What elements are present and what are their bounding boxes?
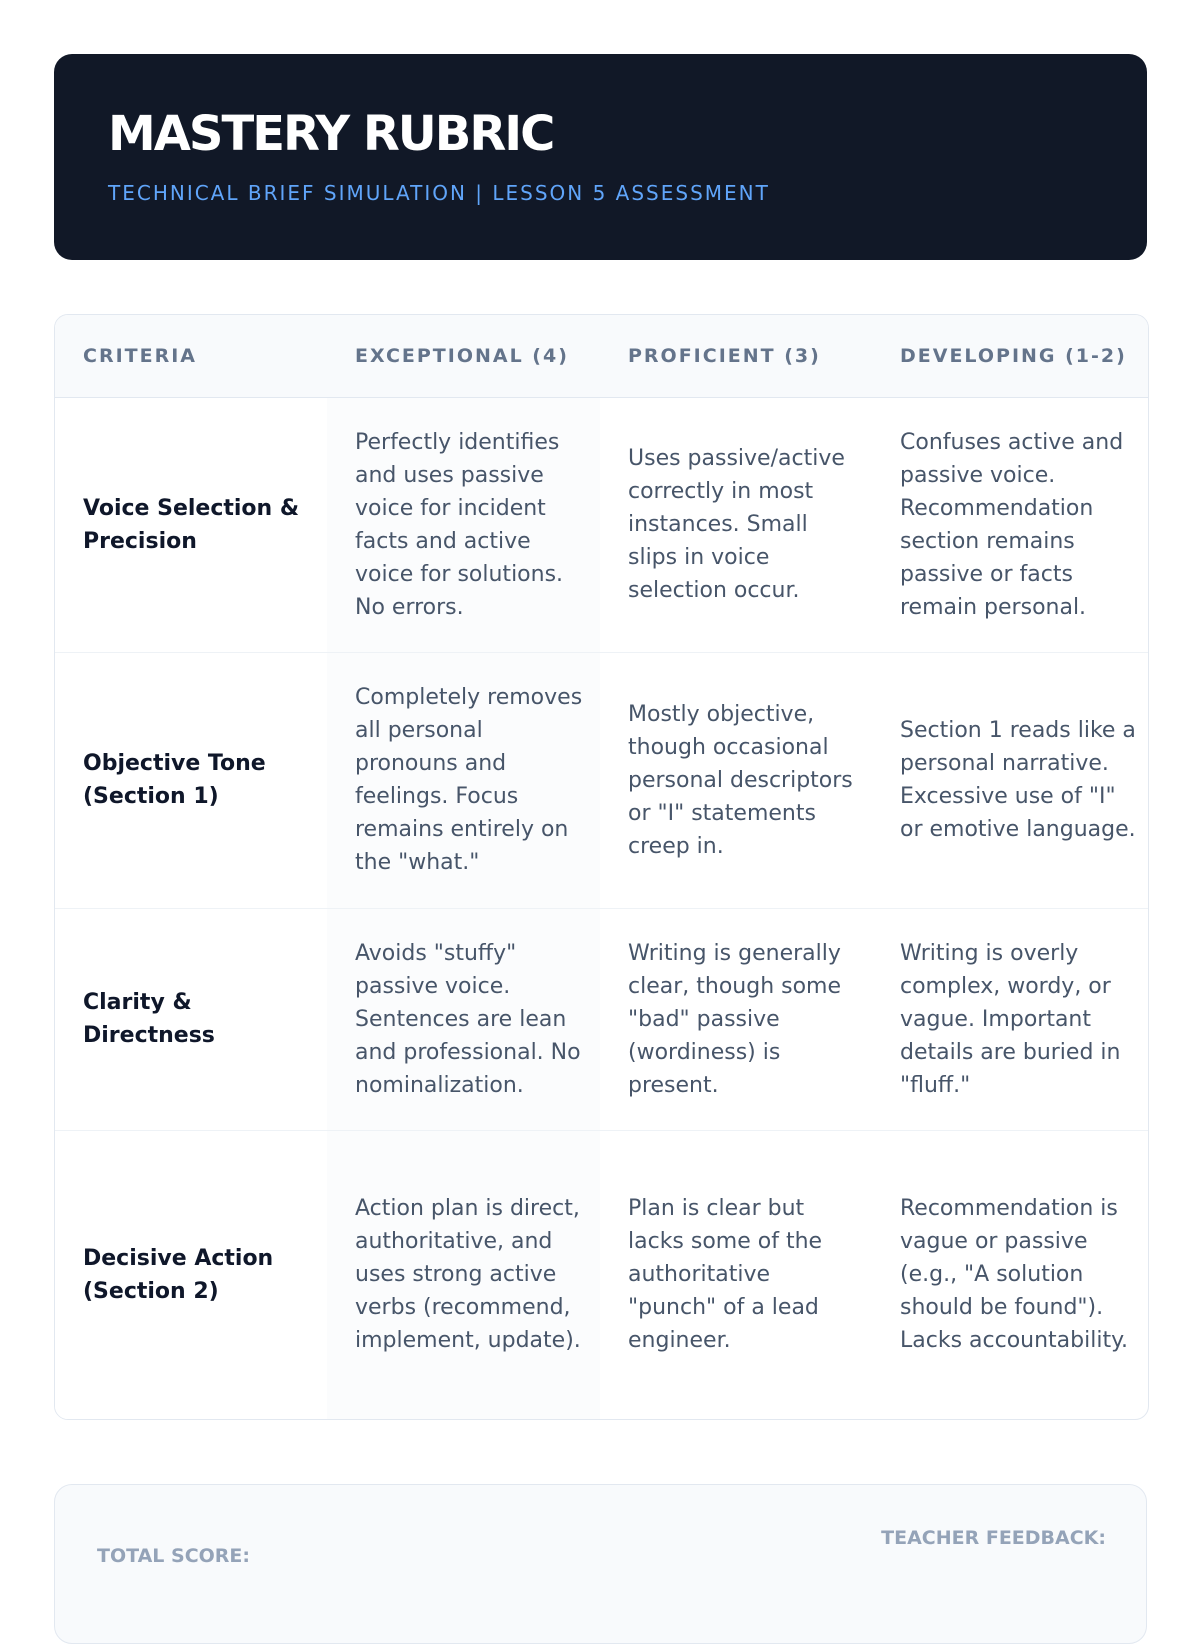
proficient-cell: Plan is clear but lacks some of the authoritative "punch" of a lead engineer. — [628, 1196, 823, 1354]
exceptional-cell: Completely removes all personal pronouns and feelings. Focus remains entirely on the "what." — [327, 652, 600, 908]
exceptional-cell: Avoids "stuffy" passive voice. Sentences are lean and professional. No nominalization. — [327, 908, 600, 1130]
developing-cell: Confuses active and passive voice. Recommendation section remains passive or facts remain personal. — [872, 397, 1148, 652]
developing-cell: Section 1 reads like a personal narrative. Excessive use of "I" or emotive language. — [872, 652, 1148, 908]
table-row — [55, 397, 1148, 652]
developing-cell: Writing is overly complex, wordy, or vague. Important details are buried in "fluff." — [872, 908, 1148, 1130]
rubric-header — [54, 54, 1147, 260]
column-header-exceptional: EXCEPTIONAL (4) — [327, 315, 600, 397]
exceptional-cell: Action plan is direct, authoritative, and uses strong active verbs (recommend, implement, update). — [327, 1130, 600, 1419]
developing-cell: Recommendation is vague or passive (e.g., "A solution should be found"). Lacks accountability. — [900, 1196, 1128, 1354]
proficient-cell: Writing is generally clear, though some "bad" passive (wordiness) is present. — [600, 908, 872, 1130]
total-score-label: TOTAL SCORE: — [97, 1545, 251, 1567]
table-header-row — [55, 315, 1148, 397]
score-feedback-panel — [54, 1484, 1147, 1644]
table-row — [55, 1130, 1148, 1419]
rubric-table-card — [54, 314, 1149, 1420]
proficient-cell: Mostly objective, though occasional personal descriptors or "I" statements creep in. — [600, 652, 872, 908]
criteria-cell: Decisive Action (Section 2) — [55, 1130, 327, 1419]
column-header-developing: DEVELOPING (1-2) — [872, 315, 1148, 397]
page-title: MASTERY RUBRIC — [108, 106, 554, 162]
table-row — [55, 652, 1148, 908]
table-row — [55, 908, 1148, 1130]
page-subtitle: TECHNICAL BRIEF SIMULATION | LESSON 5 ASSESSMENT — [108, 181, 770, 205]
criteria-cell: Clarity & Directness — [55, 908, 327, 1130]
column-header-proficient: PROFICIENT (3) — [600, 315, 872, 397]
rubric-table — [55, 315, 1148, 1419]
criteria-cell: Voice Selection & Precision — [55, 397, 327, 652]
exceptional-cell: Perfectly identifies and uses passive voice for incident facts and active voice for solutions. No errors. — [327, 397, 600, 652]
criteria-cell: Objective Tone (Section 1) — [55, 652, 327, 908]
column-header-criteria: CRITERIA — [55, 315, 327, 397]
teacher-feedback-label: TEACHER FEEDBACK: — [881, 1527, 1106, 1549]
proficient-cell: Uses passive/active correctly in most instances. Small slips in voice selection occur. — [600, 397, 872, 652]
